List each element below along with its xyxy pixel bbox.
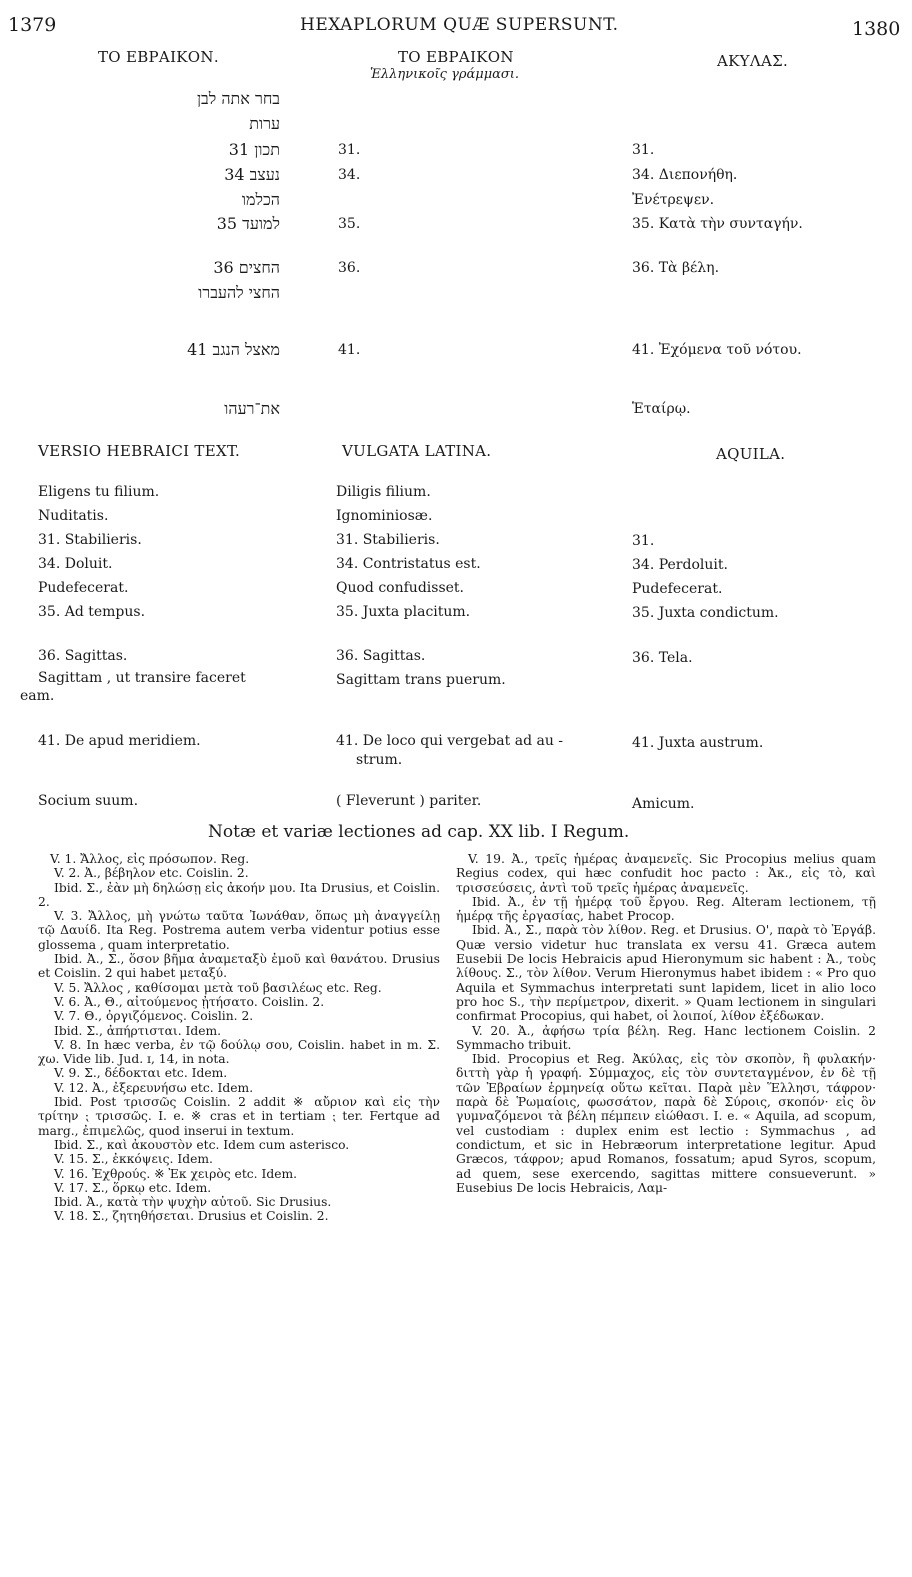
versio-line: Sagittam , ut transire faceret	[38, 670, 246, 686]
note-entry: Ibid. Σ., καὶ ἀκουστὸν etc. Idem cum asterisco.	[54, 1137, 350, 1152]
hebrew-text-line: למועד 35	[216, 214, 280, 233]
aquila-latin-line: Pudefecerat.	[632, 581, 723, 597]
aquila-greek-line: Ἐνέτρεψεν.	[632, 192, 715, 208]
verse-number: 36.	[338, 260, 361, 276]
note-entry: V. 1. Ἄλλος, εἰς πρόσωπον. Reg.	[50, 852, 250, 866]
note-entry: V. 19. Ἀ., τρεῖς ἡμέρας ἀναμενεῖς. Sic Procopius melius quam Regius codex, qui hæc confudit hoc pacto : Ἀκ., εἰς τὸ, καὶ τρισσεύσεις, ἀντὶ τοῦ τρεῖς ἡμέρας ἀναμενεῖς.	[456, 852, 876, 895]
verse-number: 34.	[338, 167, 361, 183]
versio-line: 34. Doluit.	[38, 556, 113, 572]
aquila-greek-line: 34. Διεπονήθη.	[632, 167, 738, 183]
note-entry: V. 3. Ἄλλος, μὴ γνώτω ταῦτα Ἰωνάθαν, ὅπως μὴ ἀναγγείλῃ τῷ Δαυίδ. Ita Reg. Postrema autem verba videntur potius esse glossema , quam interpretatio.	[38, 909, 440, 952]
aquila-latin-line: 35. Juxta condictum.	[632, 605, 779, 621]
note-entry: V. 16. Ἐχθρούς. ※ Ἐκ χειρὸς etc. Idem.	[54, 1166, 298, 1181]
aquila-greek-line: Ἑταίρῳ.	[632, 401, 691, 417]
versio-line: 35. Ad tempus.	[38, 604, 146, 620]
vulgata-line: 34. Contristatus est.	[336, 556, 481, 572]
note-entry: V. 18. Σ., ζητηθήσεται. Drusius et Coislin. 2.	[54, 1209, 329, 1224]
hebrew-text-line: נעצב 34	[224, 165, 280, 184]
note-entry: V. 6. Ἀ., Θ., αἰτούμενος ᾐτήσατο. Coislin. 2.	[54, 994, 325, 1009]
col-hebrew-greek-letters-subtitle: Ἑλληνικοῖς γράμμασι.	[370, 67, 520, 82]
col-vulgata-title: VULGATA LATINA.	[342, 442, 492, 460]
hebrew-text-line: ערות	[249, 114, 280, 133]
col-aquila-latin-title: AQUILA.	[716, 445, 786, 463]
vulgata-line: strum.	[356, 752, 403, 768]
hebrew-text-line: הכלמו	[241, 190, 280, 209]
note-entry: V. 9. Σ., δέδοκται etc. Idem.	[54, 1066, 228, 1081]
note-entry: Ibid. Σ., ἀπήρτισται. Idem.	[54, 1023, 222, 1038]
note-entry: Ibid. Ἀ., ἐν τῇ ἡμέρᾳ τοῦ ἔργου. Reg. Alteram lectionem, τῇ ἡμέρᾳ τῆς ἐργασίας, habet Procop.	[456, 894, 876, 924]
note-entry: V. 15. Σ., ἐκκόψεις. Idem.	[54, 1152, 213, 1167]
verse-number: 31.	[338, 142, 361, 158]
hebrew-text-line: החצים 36	[213, 258, 280, 277]
versio-line: Nuditatis.	[38, 508, 109, 524]
hebrew-text-line: מאצל הנגב 41	[187, 340, 280, 359]
versio-line: 31. Stabilieris.	[38, 532, 142, 548]
aquila-greek-line: 31.	[632, 142, 655, 158]
note-entry: Ibid. Ἀ., κατὰ τὴν ψυχὴν αὐτοῦ. Sic Drusius.	[54, 1195, 332, 1210]
verse-number: 41.	[338, 342, 361, 358]
notes-right-column	[456, 852, 876, 1195]
vulgata-line: 36. Sagittas.	[336, 648, 426, 664]
note-entry: V. 12. Ἀ., ἐξερευνήσω etc. Idem.	[54, 1080, 254, 1095]
vulgata-line: 35. Juxta placitum.	[336, 604, 471, 620]
col-versio-title: VERSIO HEBRAICI TEXT.	[38, 442, 241, 460]
aquila-latin-line: 41. Juxta austrum.	[632, 735, 764, 751]
hebrew-text-line: החצי להעברו	[198, 283, 280, 302]
aquila-latin-line: 31.	[632, 533, 655, 549]
aquila-latin-line: Amicum.	[632, 796, 695, 812]
aquila-latin-line: 36. Tela.	[632, 650, 693, 666]
col-aquila-greek-title: ΑΚΥΛΑΣ.	[717, 52, 789, 70]
vulgata-line: 41. De loco qui vergebat ad au -	[336, 733, 564, 749]
aquila-greek-line: 35. Κατὰ τὴν συνταγήν.	[632, 216, 803, 232]
vulgata-line: Ignominiosæ.	[336, 508, 433, 524]
note-entry: Ibid. Σ., ἐὰν μὴ δηλώσῃ εἰς ἀκοήν μου. Ita Drusius, et Coislin. 2.	[38, 880, 440, 909]
notes-left-column	[38, 852, 440, 1224]
hebrew-text-line: תכון 31	[228, 140, 280, 159]
note-entry: Ibid. Procopius et Reg. Ἀκύλας, εἰς τὸν σκοπὸν, ἢ φυλακήν· διττὴ γὰρ ἡ γραφή. Σύμμαχος, εἰς τὸν συντεταγμένον, ἐν δὲ τῇ τῶν Ἑβραίων ἑρμηνείᾳ οὕτω κεῖται. Παρὰ μὲν Ἕλλησι, τάφρον· παρὰ δὲ Ῥωμαίοις, φωσσάτον, παρὰ δὲ Σύροις, σκοπόν· εἰς ὃν γυμναζόμενοι τὰ βέλη πέμπειν εἰώθασι. I. e. « Aquila, ad scopum, vel custodiam : duplex enim est lectio : Symmachus , ad condictum, et sic in Hebræorum interpretatione legitur. Apud Græcos, τάφρον; apud Romanos, fossatum; apud Syros, scopum, ad quem, sese exercendo, sagittas mittere consueverunt. » Eusebius De locis Hebraicis, Λαμ-	[456, 1052, 876, 1195]
aquila-greek-line: 41. Ἐχόμενα τοῦ νότου.	[632, 342, 802, 358]
note-entry: Ibid. Post τρισσῶς Coislin. 2 addit ※ αὔριον καὶ εἰς τὴν τρίτην ⁏ τρισσῶς. I. e. ※ cras et in tertiam ⁏ ter. Fertque ad marg., ἐπιμελῶς, quod inserui in textum.	[38, 1095, 440, 1138]
note-entry: V. 5. Ἄλλος , καθίσομαι μετὰ τοῦ βασιλέως etc. Reg.	[54, 980, 382, 995]
aquila-greek-line: 36. Τὰ βέλη.	[632, 260, 720, 276]
notes-title: Notæ et variæ lectiones ad cap. XX lib. I Regum.	[208, 822, 630, 842]
note-entry: Ibid. Ἀ., Σ., παρὰ τὸν λίθον. Reg. et Drusius. Ο', παρὰ τὸ Ἐργάβ. Quæ versio videtur huc translata ex versu 41. Græca autem Eusebii De locis Hebraicis apud Hieronymum sic habent : Ἀ., τοὺς λίθους. Σ., τὸν λίθον. Verum Hieronymus habet ibidem : « Pro quo Aquila et Symmachus interpretati sunt lapidem, licet in alio loco pro hoc S., τὴν περίμετρον, dixerit. » Quam lectionem in singulari confirmat Procopius, qui habet, οἱ λοιποί, λίθον ἐξέδωκαν.	[456, 923, 876, 1024]
col-hebrew-title: ΤΟ ΕΒΡΑΙΚΟΝ.	[98, 48, 219, 66]
note-entry: V. 7. Θ., ὀργιζόμενος. Coislin. 2.	[54, 1009, 254, 1024]
vulgata-line: Diligis filium.	[336, 484, 431, 500]
page-number-left: 1379	[8, 14, 57, 36]
vulgata-line: Sagittam trans puerum.	[336, 672, 506, 688]
note-entry: Ibid. Ἀ., Σ., ὅσον βῆμα ἀναμεταξὺ ἐμοῦ καὶ θανάτου. Drusius et Coislin. 2 qui habet μεταξύ.	[38, 952, 440, 981]
note-entry: V. 2. Ἀ., βέβηλον etc. Coislin. 2.	[54, 866, 249, 881]
vulgata-line: Quod confudisset.	[336, 580, 464, 596]
hebrew-text-line: את־רעהו	[224, 399, 280, 418]
running-title: HEXAPLORUM QUÆ SUPERSUNT.	[300, 15, 619, 35]
note-entry: V. 20. Ἀ., ἀφήσω τρία βέλη. Reg. Hanc lectionem Coislin. 2 Symmacho tribuit.	[456, 1023, 876, 1052]
note-entry: V. 17. Σ., ὅρκῳ etc. Idem.	[54, 1180, 212, 1195]
note-entry: V. 8. In hæc verba, ἐν τῷ δούλῳ σου, Coislin. habet in m. Σ. χω. Vide lib. Jud. ɪ, 14, in nota.	[38, 1037, 440, 1067]
versio-line: 41. De apud meridiem.	[38, 733, 201, 749]
versio-line: Socium suum.	[38, 793, 139, 809]
vulgata-line: ( Fleverunt ) pariter.	[336, 793, 482, 809]
verse-number: 35.	[338, 216, 361, 232]
page-number-right: 1380	[852, 18, 901, 40]
vulgata-line: 31. Stabilieris.	[336, 532, 440, 548]
col-hebrew-greek-letters-title: ΤΟ ΕΒΡΑΙΚΟΝ	[398, 48, 514, 66]
aquila-latin-line: 34. Perdoluit.	[632, 557, 728, 573]
versio-line: 36. Sagittas.	[38, 648, 128, 664]
versio-line: Pudefecerat.	[38, 580, 129, 596]
versio-line: Eligens tu filium.	[38, 484, 160, 500]
versio-line: eam.	[20, 688, 55, 704]
hebrew-text-line: בחר אתה לבן	[196, 89, 280, 108]
